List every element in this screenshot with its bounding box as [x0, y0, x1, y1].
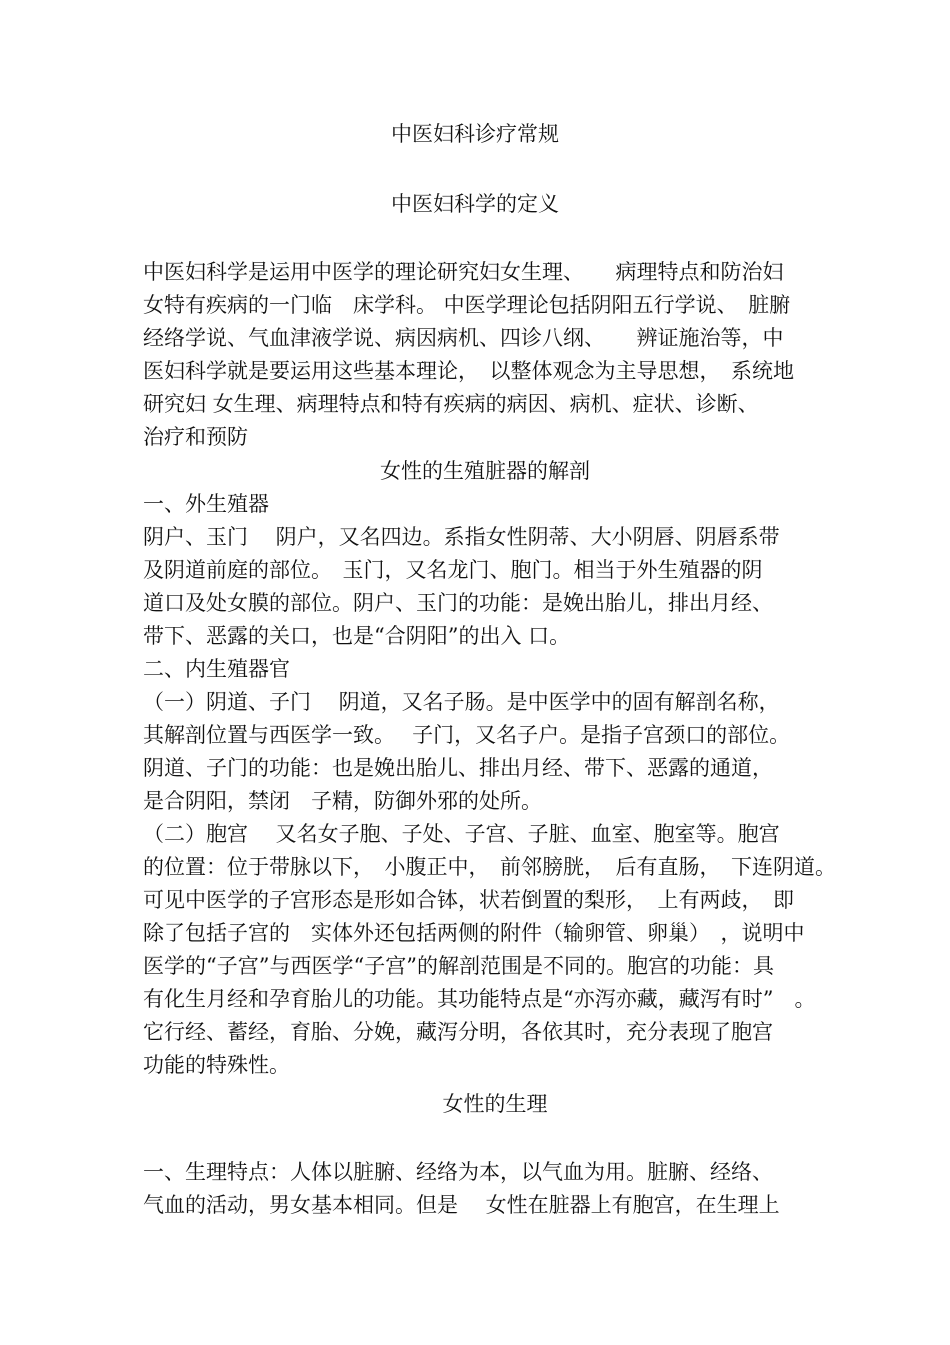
paragraph-line: 道口及处女膜的部位。阴户、玉门的功能：是娩出胎儿，排出月经、: [143, 591, 773, 615]
paragraph-line: 其解剖位置与西医学一致。 子门，又名子户。是指子宫颈口的部位。: [143, 723, 791, 747]
paragraph-line: 研究妇 女生理、病理特点和特有疾病的病因、病机、症状、诊断、: [143, 392, 759, 416]
paragraph-line: （二）胞宫 又名女子胞、子处、子宫、子脏、血室、胞室等。胞宫: [143, 822, 780, 846]
paragraph-line: 它行经、蓄经，育胎、分娩，藏泻分明，各依其时，充分表现了胞宫: [143, 1020, 773, 1044]
paragraph-line: 医学的“子宫”与西医学“子宫”的解剖范围是不同的。胞宫的功能：具: [143, 954, 774, 978]
paragraph-line: 一、生理特点：人体以脏腑、经络为本，以气血为用。脏腑、经络、: [143, 1160, 773, 1184]
paragraph-line: 阴道、子门的功能：也是娩出胎儿、排出月经、带下、恶露的通道，: [143, 756, 773, 780]
section-heading-anatomy: 女性的生殖脏器的解剖: [380, 459, 590, 483]
paragraph-line: 经络学说、气血津液学说、病因病机、四诊八纲、 辨证施治等，中: [143, 326, 784, 350]
paragraph-line: 是合阴阳，禁闭 子精，防御外邪的处所。: [143, 789, 542, 813]
paragraph-line: 阴户、玉门 阴户，又名四边。系指女性阴蒂、大小阴唇、阴唇系带: [143, 525, 780, 549]
paragraph-line: 气血的活动，男女基本相同。但是 女性在脏器上有胞宫，在生理上: [143, 1193, 780, 1217]
paragraph-line: 带下、恶露的关口，也是“合阴阳”的出入 口。: [143, 624, 571, 648]
paragraph-line: 中医妇科学是运用中医学的理论研究妇女生理、 病理特点和防治妇: [143, 260, 784, 284]
subsection-heading: 一、外生殖器: [143, 492, 269, 516]
document-title: 中医妇科诊疗常规: [391, 122, 559, 146]
section-heading-definition: 中医妇科学的定义: [391, 192, 559, 216]
paragraph-line: 女特有疾病的一门临 床学科。 中医学理论包括阴阳五行学说、 脏腑: [143, 293, 791, 317]
paragraph-line: 医妇科学就是要运用这些基本理论， 以整体观念为主导思想， 系统地: [143, 359, 794, 383]
paragraph-line: 可见中医学的子宫形态是形如合钵，状若倒置的梨形， 上有两歧， 即: [143, 888, 794, 912]
subsection-heading: 二、内生殖器官: [143, 657, 290, 681]
section-heading-physiology: 女性的生理: [442, 1092, 548, 1116]
paragraph-line: 功能的特殊性。: [143, 1053, 290, 1077]
paragraph-line: （一）阴道、子门 阴道，又名子肠。是中医学中的固有解剖名称，: [143, 690, 780, 714]
paragraph-line: 及阴道前庭的部位。 玉门，又名龙门、胞门。相当于外生殖器的阴: [143, 558, 763, 582]
paragraph-line: 治疗和预防: [143, 425, 248, 449]
paragraph-line: 的位置：位于带脉以下， 小腹正中， 前邻膀胱， 后有直肠， 下连阴道。: [143, 855, 836, 879]
paragraph-line: 有化生月经和孕育胎儿的功能。其功能特点是“亦泻亦藏，藏泻有时” 。: [143, 987, 816, 1011]
paragraph-line: 除了包括子宫的 实体外还包括两侧的附件（输卵管、卵巢） ，说明中: [143, 921, 805, 945]
